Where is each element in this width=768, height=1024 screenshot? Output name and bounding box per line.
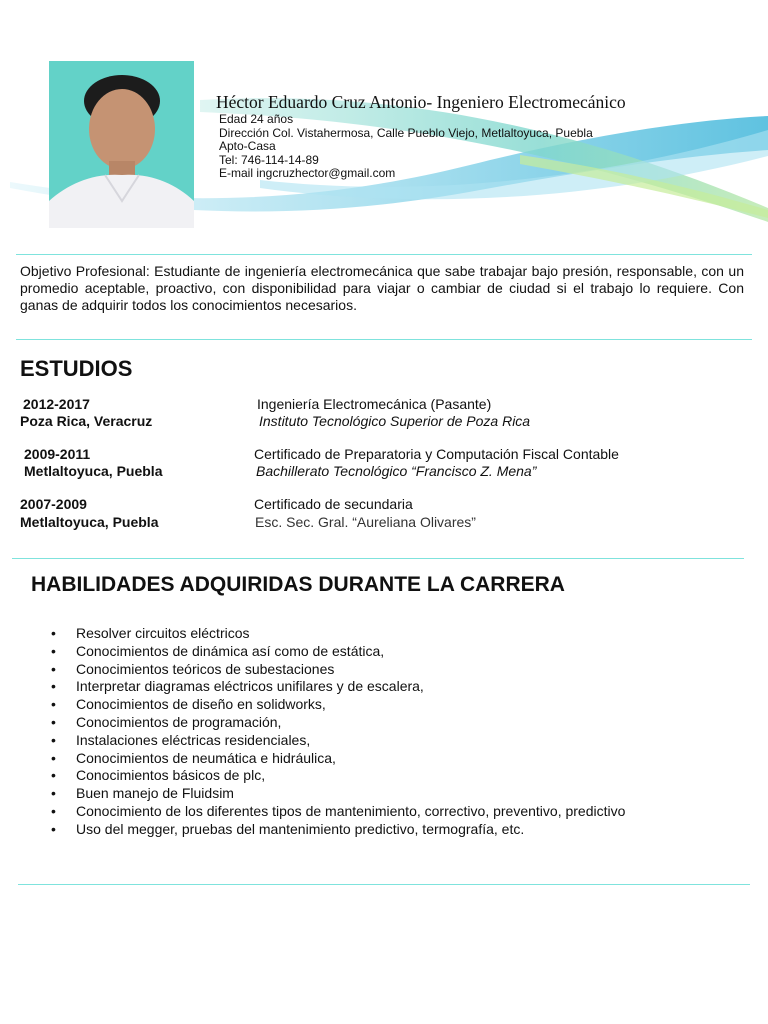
study-place: Metlaltoyuca, Puebla	[20, 514, 159, 530]
divider	[16, 339, 752, 340]
study-title: Certificado de Preparatoria y Computación Fiscal Contable	[254, 446, 619, 462]
study-school: Instituto Tecnológico Superior de Poza Rica	[259, 413, 531, 429]
study-years: 2007-2009	[20, 496, 87, 512]
skill-item: • Conocimientos de neumática e hidráulica,	[76, 750, 625, 768]
skills-list	[76, 625, 625, 839]
skill-item: • Conocimientos básicos de plc,	[76, 767, 625, 785]
studies-heading: ESTUDIOS	[20, 356, 133, 381]
skill-item: • Conocimientos de programación,	[76, 714, 625, 732]
study-place: Poza Rica, Veracruz	[20, 413, 153, 429]
skills-heading: HABILIDADES ADQUIRIDAS DURANTE LA CARRERA	[31, 573, 565, 596]
skill-item: • Conocimientos de dinámica así como de estática,	[76, 643, 625, 661]
age-text: Edad 24 años	[219, 112, 294, 126]
contact-block	[219, 113, 593, 181]
candidate-name-title: Héctor Eduardo Cruz Antonio- Ingeniero Electromecánico	[216, 92, 626, 112]
study-years: 2009-2011	[24, 446, 91, 462]
phone-text: Tel: 746-114-14-89	[219, 152, 319, 167]
skill-item: • Buen manejo de Fluidsim	[76, 785, 625, 803]
objective-paragraph: Objetivo Profesional: Estudiante de ingeniería electromecánica que sabe trabajar bajo presión, responsable, con un promedio aceptable, proactivo, con disponibilidad para viajar o cambiar de ciudad si el trabajo lo requiere. Con ganas de adquirir todos los conocimientos necesarios.	[20, 263, 744, 313]
divider	[18, 884, 750, 885]
address-line-1: Dirección Col. Vistahermosa, Calle Pueblo Viejo, Metlaltoyuca, Puebla	[219, 125, 593, 140]
skill-item: • Uso del megger, pruebas del mantenimiento predictivo, termografía, etc.	[76, 821, 625, 839]
divider	[12, 558, 744, 559]
study-school: Bachillerato Tecnológico “Francisco Z. Mena”	[256, 463, 537, 479]
email-text: E-mail ingcruzhector@gmail.com	[219, 166, 396, 181]
skill-item: • Interpretar diagramas eléctricos unifilares y de escalera,	[76, 678, 625, 696]
study-title: Ingeniería Electromecánica (Pasante)	[257, 396, 492, 412]
divider	[16, 254, 752, 255]
profile-photo	[49, 61, 194, 228]
skill-item: • Instalaciones eléctricas residenciales,	[76, 732, 625, 750]
skill-item: • Conocimientos de diseño en solidworks,	[76, 696, 625, 714]
skill-item: • Conocimiento de los diferentes tipos de mantenimiento, correctivo, preventivo, predictivo	[76, 803, 625, 821]
study-title: Certificado de secundaria	[254, 496, 413, 512]
study-school: Esc. Sec. Gral. “Aureliana Olivares”	[255, 514, 476, 530]
study-place: Metlaltoyuca, Puebla	[24, 463, 163, 479]
study-years: 2012-2017	[23, 396, 90, 412]
address-line-2: Apto-Casa	[219, 139, 276, 154]
skill-item: • Resolver circuitos eléctricos	[76, 625, 625, 643]
skill-item: • Conocimientos teóricos de subestaciones	[76, 661, 625, 679]
